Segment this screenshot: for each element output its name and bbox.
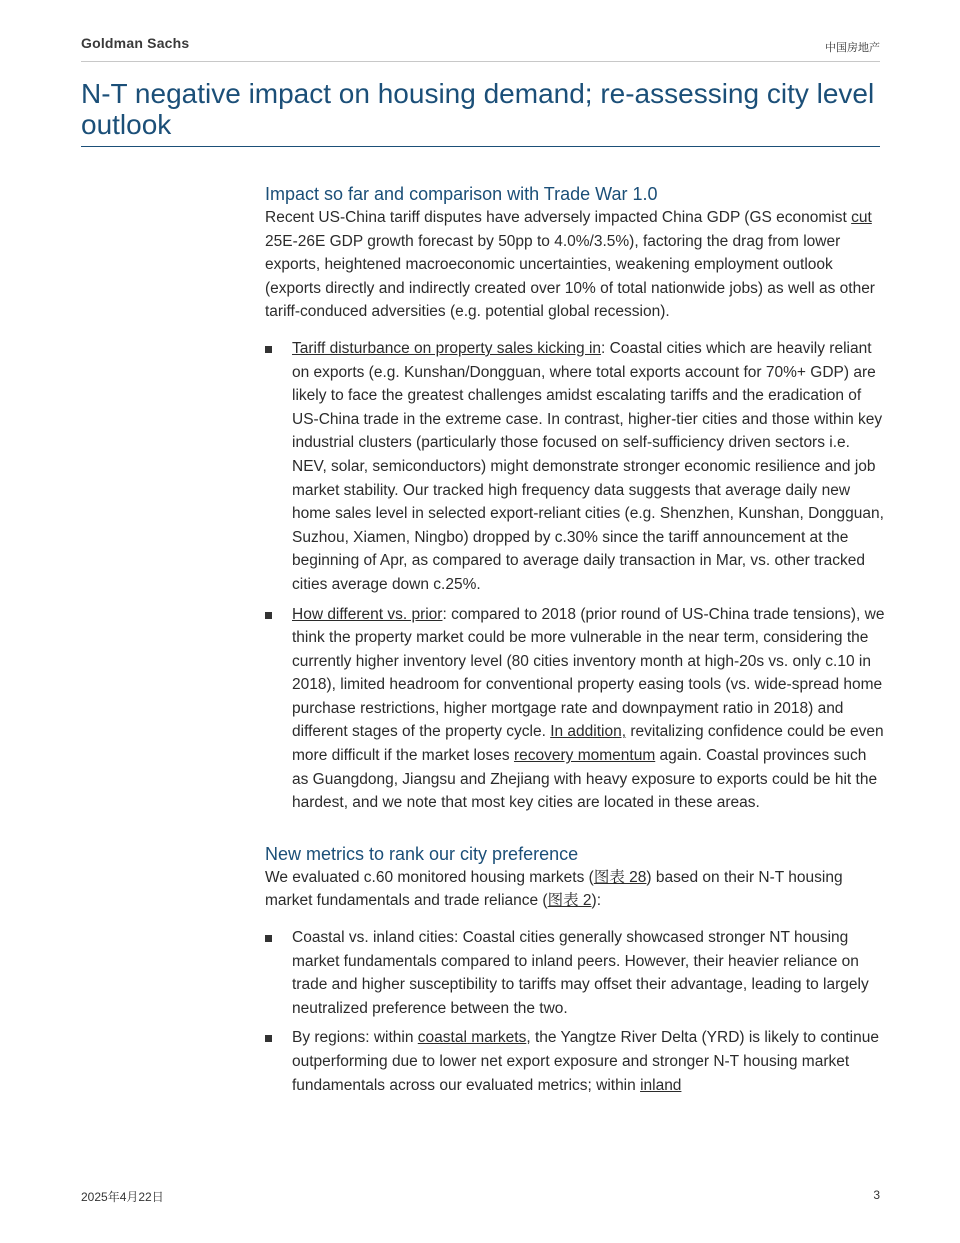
list-item xyxy=(265,926,885,1020)
main-content xyxy=(265,182,885,1097)
in-addition-link[interactable]: In addition, xyxy=(550,723,627,741)
section1-para-text-a: Recent US-China tariff disputes have adversely impacted China GDP (GS economist xyxy=(265,209,852,226)
coastal-markets-link[interactable]: coastal markets xyxy=(417,1029,527,1047)
inland-link[interactable]: inland xyxy=(640,1076,682,1094)
bullet-text: : compared to 2018 (prior round of US-China trade tensions), we think the property market could be more vulnerable in the near term, considering the currently higher inventory level (80 cities inventory month at high-20s vs. only c.10 in 2018), limited headroom for conventional property easing tools (vs. wide-spread home purchase restrictions, higher mortgage rate and downpayment ratio in 2018) and different stages of the property cycle. xyxy=(292,605,885,741)
section2-paragraph xyxy=(265,866,885,913)
bullet-square-icon xyxy=(265,612,272,619)
section2-para-text-c: ): xyxy=(591,892,602,910)
section2-para-text-a: We evaluated c.60 monitored housing markets ( xyxy=(265,868,594,886)
bullet-square-icon xyxy=(265,1035,272,1042)
section1-bullet-list xyxy=(265,337,885,815)
bullet-text: Coastal vs. inland cities: Coastal cities generally showcased stronger NT housing market fundamentals compared to inland peers. However, their heavier reliance on trade and higher susceptibility to tariffs may offset their advantage, leading to largely neutralized preference between the two. xyxy=(292,929,869,1017)
page-header xyxy=(81,33,880,62)
title-divider xyxy=(81,146,880,147)
tariff-disturbance-link[interactable]: Tariff disturbance on property sales kicking in xyxy=(292,339,602,357)
list-item xyxy=(265,603,885,815)
figure-28-link[interactable]: 图表 28 xyxy=(593,868,647,886)
bullet-text: : Coastal cities which are heavily reliant on exports (e.g. Kunshan/Dongguan, where total exports account for 70%+ GDP) are likely to face the greatest challenges amidst escalating tariffs and the eradication of US-China trade in the extreme case. In contrast, higher-tier cities and those within key industrial clusters (particularly those focused on self-sufficiency driven sectors i.e. NEV, solar, semiconductors) might demonstrate stronger economic resilience and job market stability. Our tracked high frequency data suggests that average daily new home sales level in selected export-reliant cities (e.g. Shenzhen, Kunshan, Dongguan, Suzhou, Xiamen, Ningbo) dropped by c.30% since the tariff announcement at the beginning of Apr, as compared to average daily transaction in Mar, vs. other tracked cities average down c.25%. xyxy=(292,339,884,593)
bullet-text: By regions: within xyxy=(292,1029,418,1047)
section2-bullet-list xyxy=(265,926,885,1097)
bullet-square-icon xyxy=(265,346,272,353)
bullet-text: revitalizing confidence could be even more difficult if the market loses xyxy=(292,723,884,765)
bullet-text: , the Yangtze River Delta (YRD) is likely to continue outperforming due to lower net export exposure and stronger N-T housing market fundamentals across our evaluated metrics; within xyxy=(292,1029,879,1094)
list-item xyxy=(265,337,885,597)
bullet-square-icon xyxy=(265,935,272,942)
footer-date: 2025年4月22日 xyxy=(81,1190,164,1204)
section1-para-text-b: 25E-26E GDP growth forecast by 50pp to 4.0%/3.5%), factoring the drag from lower exports, heightened macroeconomic uncertainties, weakening employment outlook (exports directly and indirectly created over 10% of total nationwide jobs) as well as other tariff-conduced adversities (e.g. potential global recession). xyxy=(265,232,875,321)
section1-heading: Impact so far and comparison with Trade War 1.0 xyxy=(265,184,658,204)
list-item xyxy=(265,1026,885,1097)
bullet-text: again. Coastal provinces such as Guangdong, Jiangsu and Zhejiang with heavy exposure to exports could be hit the hardest, and we note that most key cities are located in these areas. xyxy=(292,747,878,812)
recovery-momentum-link[interactable]: recovery momentum xyxy=(513,747,656,765)
page-number: 3 xyxy=(873,1188,880,1202)
section1-paragraph xyxy=(265,206,885,324)
section2-para-text-b: ) based on their N-T housing market fundamentals and trade reliance ( xyxy=(265,868,843,910)
brand-name: Goldman Sachs xyxy=(81,35,190,51)
section-tag: 中国房地产 xyxy=(825,42,880,54)
figure-2-link[interactable]: 图表 2 xyxy=(547,892,592,910)
gdp-cut-link[interactable]: cut xyxy=(851,209,872,226)
section2-heading: New metrics to rank our city preference xyxy=(265,843,579,864)
how-different-link[interactable]: How different vs. prior xyxy=(292,605,443,623)
page-title: N-T negative impact on housing demand; re-assessing city level outlook xyxy=(81,78,875,140)
